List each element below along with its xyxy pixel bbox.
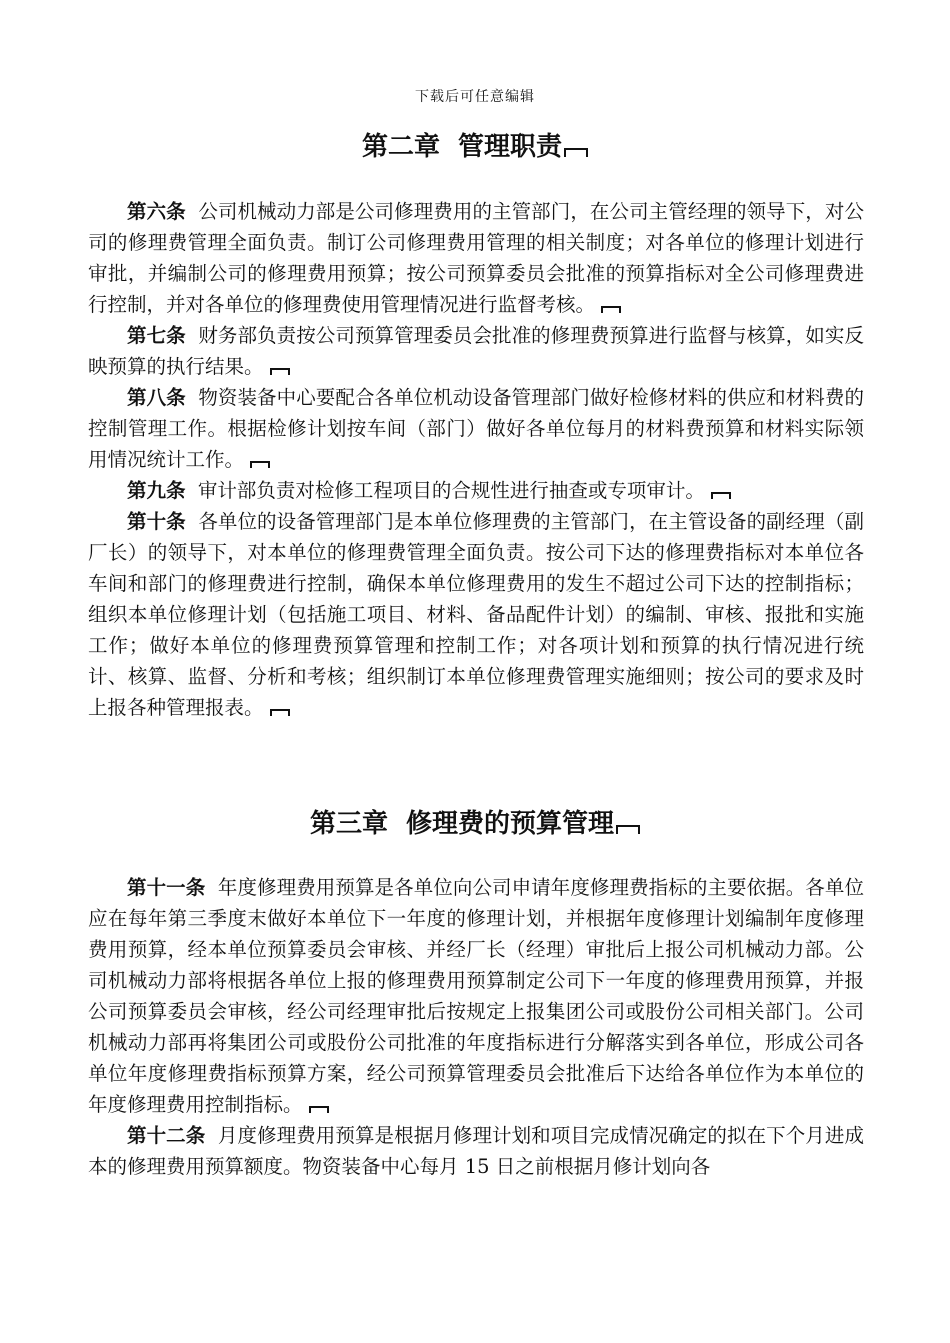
chapter-heading: [0, 807, 950, 841]
article-label: 第十一条: [127, 876, 206, 899]
article-paragraph: [88, 320, 864, 382]
article-label: 第十条: [127, 510, 186, 533]
paragraph-mark-icon: [270, 709, 290, 716]
article-text: 公司机械动力部是公司修理费用的主管部门，在公司主管经理的领导下，对公司的修理费管理全面负责。制订公司修理费用管理的相关制度；对各单位的修理计划进行审批，并编制公司的修理费用预算；按公司预算委员会批准的预算指标对全公司修理费进行控制，并对各单位的修理费使用管理情况进行监督考核。: [88, 200, 864, 316]
article-label: 第九条: [127, 479, 186, 502]
chapter-number: 第三章: [309, 809, 388, 839]
article-label: 第七条: [127, 324, 186, 347]
article-paragraph: [88, 475, 864, 506]
article-label: 第六条: [127, 200, 186, 223]
chapter-title: 修理费的预算管理: [406, 809, 615, 839]
article-text: 财务部负责按公司预算管理委员会批准的修理费预算进行监督与核算，如实反映预算的执行结果。: [88, 324, 864, 378]
paragraph-mark-icon: [616, 825, 640, 834]
chapter-number: 第二章: [361, 132, 440, 162]
article-paragraph: [88, 872, 864, 1120]
chapter-title: 管理职责: [458, 132, 563, 162]
chapter-heading: [0, 130, 950, 164]
article-text: 年度修理费用预算是各单位向公司申请年度修理费指标的主要依据。各单位应在每年第三季度末做好本单位下一年度的修理计划，并根据年度修理计划编制年度修理费用预算，经本单位预算委员会审核、并经厂长（经理）审批后上报公司机械动力部。公司机械动力部将根据各单位上报的修理费用预算制定公司下一年度的修理费用预算，并报公司预算委员会审核，经公司经理审批后按规定上报集团公司或股份公司相关部门。公司机械动力部再将集团公司或股份公司批准的年度指标进行分解落实到各单位，形成公司各单位年度修理费指标预算方案，经公司预算管理委员会批准后下达给各单位作为本单位的年度修理费用控制指标。: [88, 876, 864, 1116]
article-label: 第十二条: [127, 1124, 206, 1147]
paragraph-mark-icon: [601, 306, 621, 313]
paragraph-mark-icon: [309, 1106, 329, 1113]
header-note: 下载后可任意编辑: [415, 89, 535, 105]
article-paragraph: [88, 506, 864, 723]
article-text: 月度修理费用预算是根据月修理计划和项目完成情况确定的拟在下个月进成本的修理费用预算额度。物资装备中心每月 15 日之前根据月修计划向各: [88, 1124, 864, 1178]
paragraph-mark-icon: [711, 492, 731, 499]
article-paragraph: [88, 196, 864, 320]
chapter-2-body: [88, 196, 864, 723]
article-paragraph: [88, 1120, 864, 1182]
chapter-3-body: [88, 872, 864, 1182]
article-text: 各单位的设备管理部门是本单位修理费的主管部门，在主管设备的副经理（副厂长）的领导下，对本单位的修理费管理全面负责。按公司下达的修理费指标对本单位各车间和部门的修理费进行控制，确保本单位修理费用的发生不超过公司下达的控制指标；组织本单位修理计划（包括施工项目、材料、备品配件计划）的编制、审核、报批和实施工作；做好本单位的修理费预算管理和控制工作；对各项计划和预算的执行情况进行统计、核算、监督、分析和考核；组织制订本单位修理费管理实施细则；按公司的要求及时上报各种管理报表。: [88, 510, 864, 719]
paragraph-mark-icon: [250, 461, 270, 468]
article-text: 审计部负责对检修工程项目的合规性进行抽查或专项审计。: [197, 479, 705, 502]
article-paragraph: [88, 382, 864, 475]
article-text: 物资装备中心要配合各单位机动设备管理部门做好检修材料的供应和材料费的控制管理工作。根据检修计划按车间（部门）做好各单位每月的材料费预算和材料实际领用情况统计工作。: [88, 386, 864, 471]
article-label: 第八条: [127, 386, 186, 409]
paragraph-mark-icon: [564, 148, 588, 157]
paragraph-mark-icon: [270, 368, 290, 375]
